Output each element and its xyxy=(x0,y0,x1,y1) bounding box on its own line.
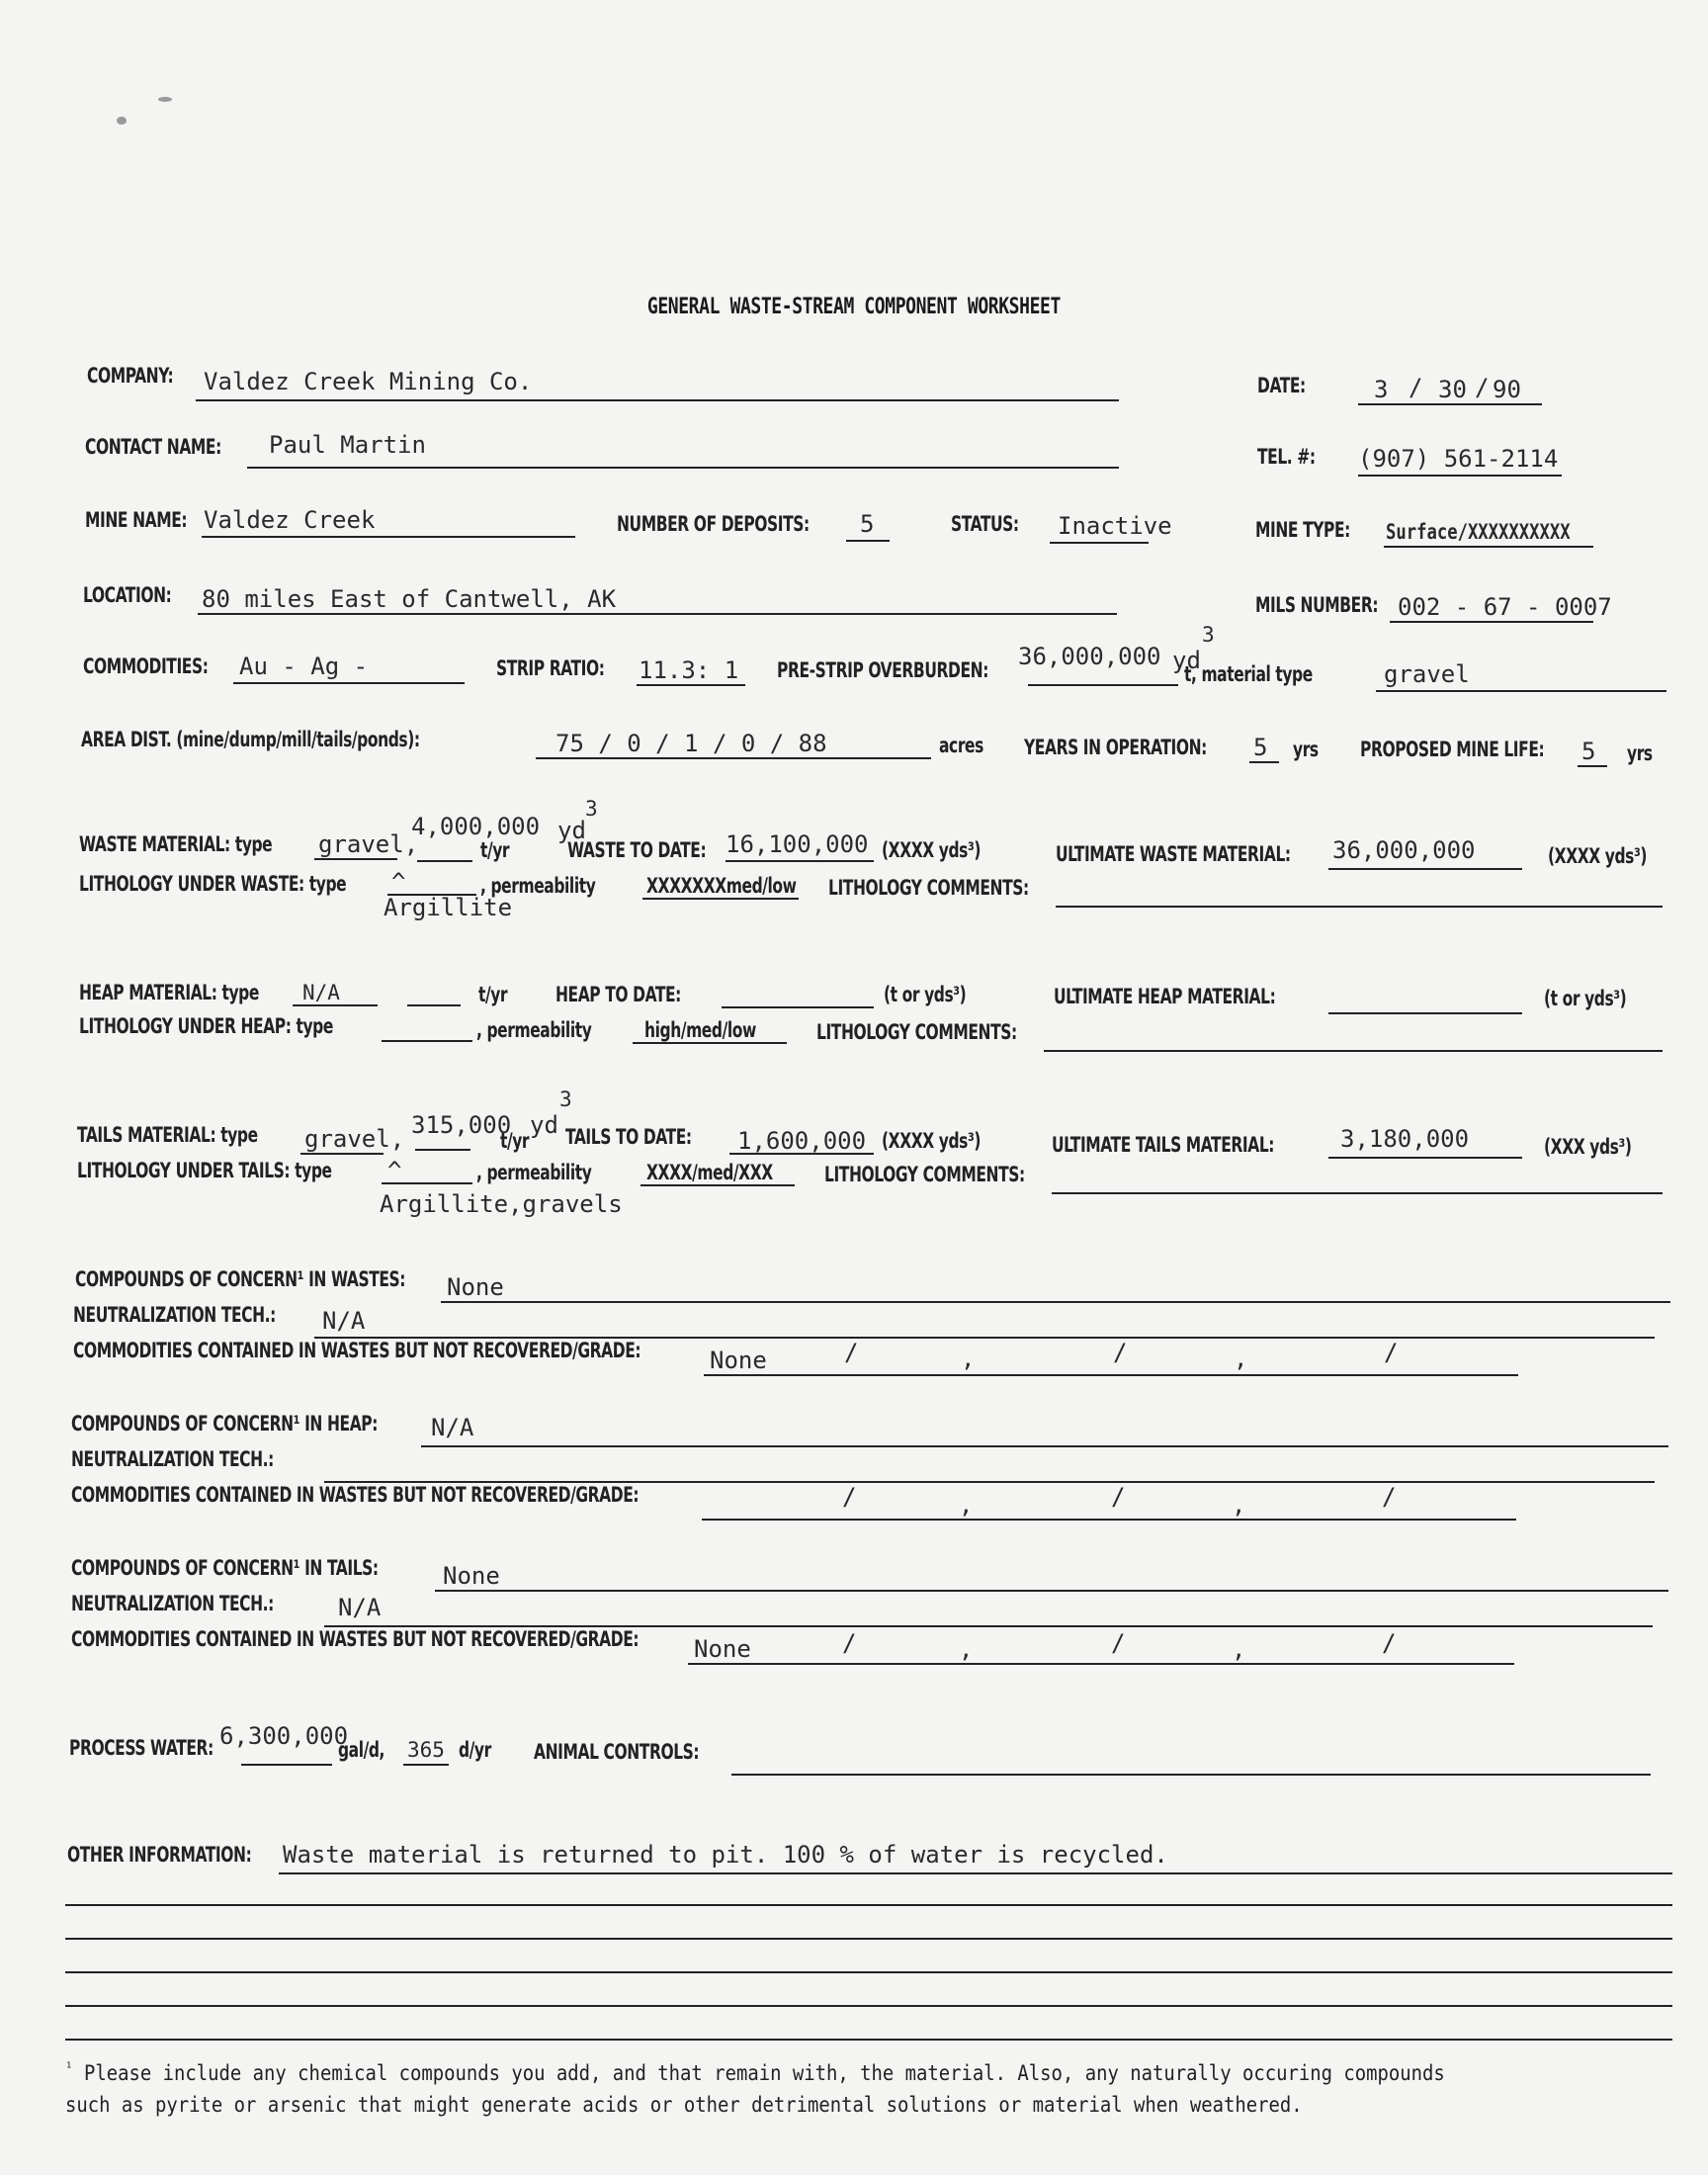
status-line xyxy=(1050,542,1149,544)
life-line xyxy=(1578,765,1607,767)
heap-lith-line xyxy=(382,1040,472,1042)
heap-concern-value: N/A xyxy=(431,1414,474,1441)
wastes-commod-slash: / xyxy=(844,1339,859,1366)
tails-commod-label: COMMODITIES CONTAINED IN WASTES BUT NOT RECOVERED/GRADE: xyxy=(71,1627,640,1651)
wastes-concern-label: COMPOUNDS OF CONCERN¹ IN WASTES: xyxy=(75,1267,406,1291)
life-value: 5 xyxy=(1581,738,1596,765)
mine-type-label: MINE TYPE: xyxy=(1255,518,1350,542)
date-day: 30 xyxy=(1438,376,1467,403)
other-info-line xyxy=(65,2005,1672,2007)
waste-to-date-label: WASTE TO DATE: xyxy=(567,838,707,862)
waste-to-date-line xyxy=(726,860,874,862)
tails-lith-type: Argillite,gravels xyxy=(380,1190,623,1218)
date-year: 90 xyxy=(1493,376,1521,403)
tel-label: TEL. #: xyxy=(1257,445,1316,469)
waste-to-date-value: 16,100,000 xyxy=(726,830,869,858)
area-label: AREA DIST. (mine/dump/mill/tails/ponds): xyxy=(81,728,420,751)
heap-ultimate-label: ULTIMATE HEAP MATERIAL: xyxy=(1054,985,1276,1008)
tails-commod-value: None xyxy=(694,1635,751,1663)
company-value: Valdez Creek Mining Co. xyxy=(204,368,533,395)
other-info-line xyxy=(65,1938,1672,1940)
heap-lith-comments-label: LITHOLOGY COMMENTS: xyxy=(816,1020,1017,1044)
heap-ultimate-line xyxy=(1328,1012,1522,1014)
process-water-value: 6,300,000 xyxy=(219,1722,349,1750)
tails-concern-label: COMPOUNDS OF CONCERN¹ IN TAILS: xyxy=(71,1556,379,1580)
heap-commod-slash: / xyxy=(842,1483,857,1511)
waste-type-value: gravel, xyxy=(318,830,419,858)
mine-name-value: Valdez Creek xyxy=(204,506,376,534)
footnote xyxy=(65,2052,1489,2121)
heap-type-value: N/A xyxy=(302,981,340,1004)
tails-to-date-line xyxy=(729,1153,874,1155)
location-line xyxy=(198,613,1117,615)
prestrip-exponent: 3 xyxy=(1202,623,1215,647)
deposits-line xyxy=(846,540,890,542)
heap-rate-line xyxy=(407,1004,461,1006)
waste-rate-line xyxy=(417,860,472,862)
tails-concern-line xyxy=(435,1590,1668,1592)
process-days-value: 365 xyxy=(407,1738,445,1762)
wastes-commod-comma: , xyxy=(1234,1345,1248,1372)
tails-commod-slash: / xyxy=(1382,1629,1397,1657)
heap-commod-label: COMMODITIES CONTAINED IN WASTES BUT NOT RECOVERED/GRADE: xyxy=(71,1483,640,1507)
date-month: 3 xyxy=(1374,376,1389,403)
commodities-line xyxy=(233,682,465,684)
date-sep: / xyxy=(1409,374,1423,401)
process-water-label: PROCESS WATER: xyxy=(69,1736,214,1760)
strip-ratio-line xyxy=(637,684,745,686)
mils-line xyxy=(1390,621,1593,623)
wastes-commod-comma: , xyxy=(961,1345,976,1372)
waste-rate-unit: yd xyxy=(557,817,586,844)
waste-type-label: WASTE MATERIAL: type xyxy=(79,832,273,856)
tails-commod-slash: / xyxy=(842,1629,857,1657)
heap-lith-comments-line xyxy=(1044,1050,1663,1052)
heap-commod-line xyxy=(702,1519,1516,1521)
wastes-commod-slash: / xyxy=(1113,1339,1128,1366)
material-type-label: t, material type xyxy=(1184,662,1313,686)
years-line xyxy=(1249,761,1279,763)
waste-lith-label: LITHOLOGY UNDER WASTE: type xyxy=(79,872,347,896)
wastes-neutral-value: N/A xyxy=(322,1307,366,1335)
other-info-line xyxy=(279,1872,1672,1874)
date-sep: / xyxy=(1475,374,1490,401)
heap-concern-label: COMPOUNDS OF CONCERN¹ IN HEAP: xyxy=(71,1412,379,1436)
heap-to-date-unit: (t or yds³) xyxy=(884,983,967,1006)
wastes-commod-line xyxy=(704,1374,1518,1376)
waste-type-line xyxy=(314,858,397,860)
material-type-line xyxy=(1376,690,1666,692)
tails-neutral-label: NEUTRALIZATION TECH.: xyxy=(71,1592,274,1615)
other-info-label: OTHER INFORMATION: xyxy=(67,1843,252,1867)
tails-rate-line xyxy=(415,1149,470,1151)
tails-type-label: TAILS MATERIAL: type xyxy=(77,1123,258,1147)
date-label: DATE: xyxy=(1257,374,1306,397)
animal-controls-label: ANIMAL CONTROLS: xyxy=(534,1740,700,1764)
tails-perm-line xyxy=(640,1184,795,1186)
wastes-concern-value: None xyxy=(447,1273,504,1301)
tails-to-date-unit: (XXXX yds³) xyxy=(882,1129,982,1153)
life-unit: yrs xyxy=(1627,741,1653,765)
company-line xyxy=(196,399,1119,401)
prestrip-unit: yd xyxy=(1172,647,1201,674)
waste-lith-caret: ^ xyxy=(391,868,406,896)
tails-rate-unit: t/yr xyxy=(500,1129,530,1153)
waste-tyr: t/yr xyxy=(480,838,510,862)
heap-tyr: t/yr xyxy=(478,983,508,1006)
tel-line xyxy=(1358,475,1562,477)
deposits-value: 5 xyxy=(860,510,875,538)
tails-type-line xyxy=(300,1153,384,1155)
process-days-unit: d/yr xyxy=(459,1738,491,1762)
wastes-commod-slash: / xyxy=(1384,1339,1399,1366)
prestrip-line xyxy=(1028,684,1178,686)
area-line xyxy=(536,757,931,759)
other-info-line xyxy=(65,1904,1672,1906)
scan-speck xyxy=(158,97,172,102)
years-value: 5 xyxy=(1253,734,1268,761)
years-unit: yrs xyxy=(1293,738,1319,761)
other-info-value: Waste material is returned to pit. 100 % of water is recycled. xyxy=(283,1841,1168,1869)
wastes-concern-line xyxy=(441,1301,1670,1303)
waste-lith-comments-label: LITHOLOGY COMMENTS: xyxy=(828,876,1029,900)
footnote-text: Please include any chemical compounds you add, and that remain with, the material. Also, any naturally occuring compounds such as pyrite or arsenic that might generate acids or other detrimental solutions or material when weathered. xyxy=(65,2061,1445,2117)
tails-ultimate-label: ULTIMATE TAILS MATERIAL: xyxy=(1052,1133,1275,1157)
material-type-value: gravel xyxy=(1384,660,1470,688)
date-line xyxy=(1358,403,1542,405)
form-title: GENERAL WASTE-STREAM COMPONENT WORKSHEET xyxy=(646,295,1062,319)
process-days-line xyxy=(403,1764,449,1766)
heap-commod-slash: / xyxy=(1382,1483,1397,1511)
heap-commod-comma: , xyxy=(959,1491,974,1519)
status-label: STATUS: xyxy=(951,512,1019,536)
contact-value: Paul Martin xyxy=(269,431,426,459)
waste-ultimate-unit: (XXXX yds³) xyxy=(1548,844,1648,868)
other-info-line xyxy=(65,2039,1672,2041)
waste-ultimate-value: 36,000,000 xyxy=(1332,836,1476,864)
heap-commod-slash: / xyxy=(1111,1483,1126,1511)
years-label: YEARS IN OPERATION: xyxy=(1024,736,1207,759)
tails-commod-comma: , xyxy=(1232,1635,1246,1663)
waste-ultimate-label: ULTIMATE WASTE MATERIAL: xyxy=(1056,842,1291,866)
tails-lith-comments-line xyxy=(1052,1192,1663,1194)
heap-lith-label: LITHOLOGY UNDER HEAP: type xyxy=(79,1014,333,1038)
company-label: COMPANY: xyxy=(87,364,174,388)
strip-ratio-label: STRIP RATIO: xyxy=(496,656,605,680)
heap-perm-label: , permeability xyxy=(476,1018,592,1042)
waste-lith-comments-line xyxy=(1056,906,1663,908)
tails-rate-yd: yd xyxy=(530,1111,558,1139)
waste-perm-label: , permeability xyxy=(480,874,596,898)
tails-ultimate-value: 3,180,000 xyxy=(1340,1125,1470,1153)
tails-commod-line xyxy=(688,1663,1514,1665)
mine-type-value: Surface/XXXXXXXXXX xyxy=(1386,520,1571,544)
tails-type-value: gravel, xyxy=(304,1125,405,1153)
tails-lith-label: LITHOLOGY UNDER TAILS: type xyxy=(77,1159,332,1182)
area-values: 75 / 0 / 1 / 0 / 88 xyxy=(555,730,827,757)
prestrip-label: PRE-STRIP OVERBURDEN: xyxy=(777,658,988,682)
commodities-value: Au - Ag - xyxy=(239,652,369,680)
tails-ultimate-unit: (XXX yds³) xyxy=(1544,1135,1632,1159)
other-info-line xyxy=(65,1971,1672,1973)
area-unit: acres xyxy=(939,734,983,757)
footnote-mark: ¹ xyxy=(65,2060,73,2076)
waste-rate-exponent: 3 xyxy=(585,797,598,821)
animal-controls-line xyxy=(731,1774,1651,1776)
location-value: 80 miles East of Cantwell, AK xyxy=(202,585,617,613)
contact-line xyxy=(247,467,1119,469)
waste-perm-line xyxy=(642,898,799,900)
tails-ultimate-line xyxy=(1328,1157,1522,1159)
tel-value: (907) 561-2114 xyxy=(1358,445,1559,473)
tails-concern-value: None xyxy=(443,1562,500,1590)
waste-lith-type: Argillite xyxy=(384,894,513,921)
tails-commod-comma: , xyxy=(959,1635,974,1663)
deposits-label: NUMBER OF DEPOSITS: xyxy=(617,512,810,536)
location-label: LOCATION: xyxy=(83,583,172,607)
tails-to-date-label: TAILS TO DATE: xyxy=(565,1125,692,1149)
life-label: PROPOSED MINE LIFE: xyxy=(1360,738,1545,761)
status-value: Inactive xyxy=(1058,512,1172,540)
heap-neutral-label: NEUTRALIZATION TECH.: xyxy=(71,1447,274,1471)
commodities-label: COMMODITIES: xyxy=(83,654,209,678)
tails-to-date-value: 1,600,000 xyxy=(737,1127,867,1155)
tails-neutral-value: N/A xyxy=(338,1594,382,1621)
heap-type-label: HEAP MATERIAL: type xyxy=(79,981,259,1004)
waste-ultimate-line xyxy=(1328,868,1522,870)
tails-rate-value: 315,000 xyxy=(411,1111,512,1139)
tails-lith-comments-label: LITHOLOGY COMMENTS: xyxy=(824,1163,1025,1186)
mine-name-label: MINE NAME: xyxy=(85,508,188,532)
waste-perm-value: XXXXXXXmed/low xyxy=(646,874,797,898)
heap-commod-comma: , xyxy=(1232,1491,1246,1519)
tails-lith-line xyxy=(382,1182,472,1184)
scan-speck xyxy=(117,117,127,125)
tails-rate-exponent: 3 xyxy=(559,1088,572,1111)
wastes-neutral-label: NEUTRALIZATION TECH.: xyxy=(73,1303,276,1327)
heap-concern-line xyxy=(421,1445,1668,1447)
tails-lith-caret: ^ xyxy=(387,1157,402,1184)
contact-label: CONTACT NAME: xyxy=(85,435,221,459)
wastes-commod-label: COMMODITIES CONTAINED IN WASTES BUT NOT RECOVERED/GRADE: xyxy=(73,1339,641,1362)
tails-commod-slash: / xyxy=(1111,1629,1126,1657)
heap-to-date-label: HEAP TO DATE: xyxy=(555,983,681,1006)
heap-perm-value: high/med/low xyxy=(644,1018,756,1042)
mils-value: 002 - 67 - 0007 xyxy=(1398,593,1612,621)
mils-label: MILS NUMBER: xyxy=(1255,593,1379,617)
process-gal-unit: gal/d, xyxy=(338,1738,385,1762)
tails-perm-label: , permeability xyxy=(476,1161,592,1184)
mine-name-line xyxy=(202,536,575,538)
prestrip-value: 36,000,000 xyxy=(1018,643,1161,670)
wastes-commod-value: None xyxy=(710,1347,767,1374)
heap-type-line xyxy=(293,1004,378,1006)
heap-to-date-line xyxy=(722,1006,874,1008)
waste-to-date-unit: (XXXX yds³) xyxy=(882,838,982,862)
mine-type-line xyxy=(1384,546,1593,548)
tails-perm-value: XXXX/med/XXX xyxy=(646,1161,773,1184)
waste-rate-value: 4,000,000 xyxy=(411,813,541,840)
heap-ultimate-unit: (t or yds³) xyxy=(1544,987,1627,1010)
heap-perm-line xyxy=(633,1042,787,1044)
process-water-line xyxy=(241,1764,332,1766)
strip-ratio-value: 11.3: 1 xyxy=(639,656,739,684)
